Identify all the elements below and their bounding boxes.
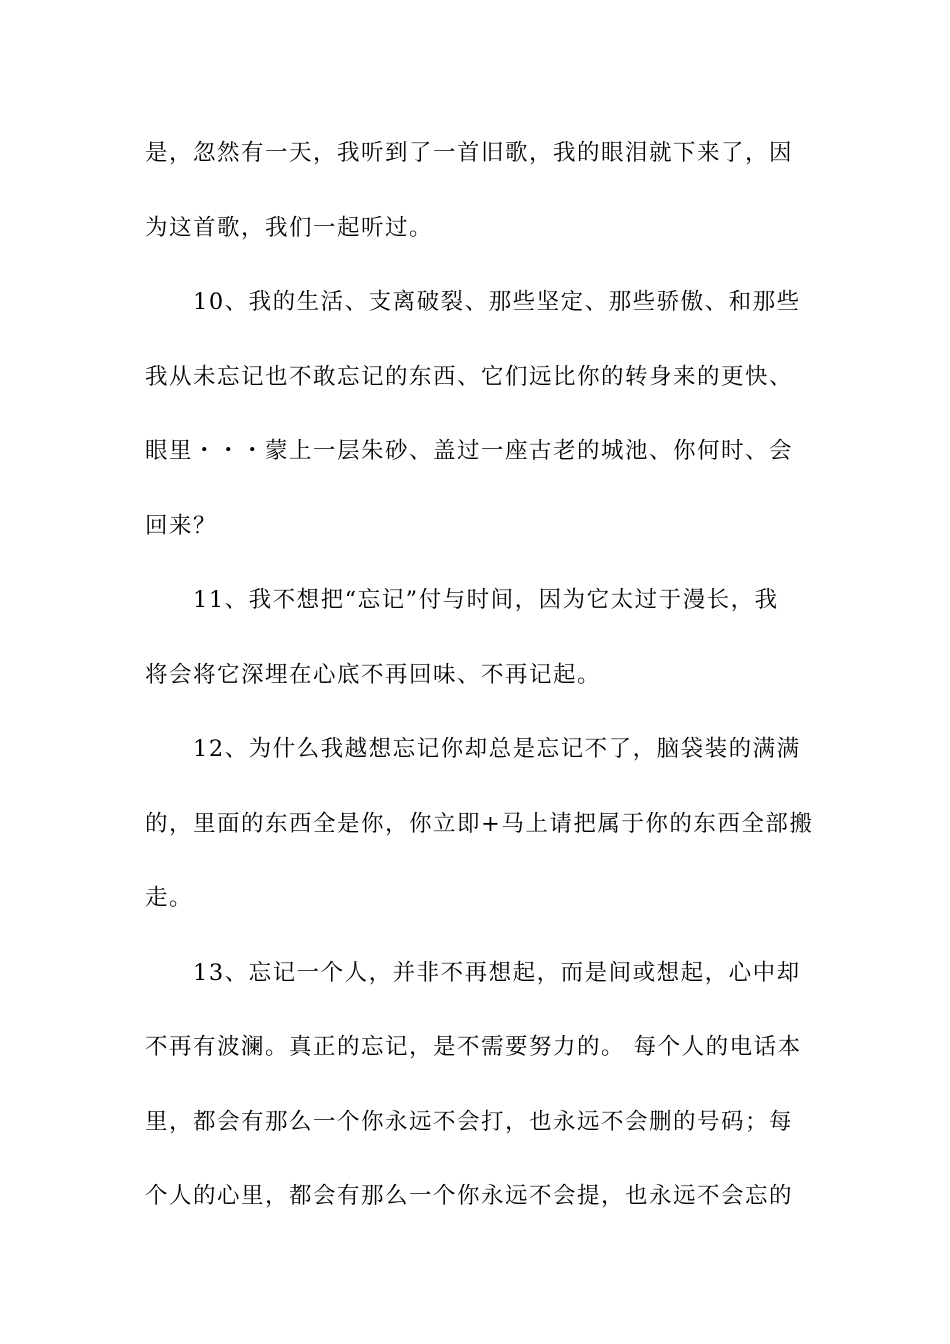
text-line: 为这首歌，我们一起听过。 (145, 214, 434, 241)
text-line: 不再有波澜。真正的忘记，是不需要努力的。 每个人的电话本 (145, 1034, 802, 1060)
text-line: 我从未忘记也不敢忘记的东西、它们远比你的转身来的更快、 (145, 363, 794, 390)
text-line: 个人的心里，都会有那么一个你永远不会提，也永远不会忘的 (145, 1183, 794, 1209)
text-line: 里，都会有那么一个你永远不会打，也永远不会删的号码；每 (145, 1108, 794, 1135)
paragraph-12-start: 12、为什么我越想忘记你却总是忘记不了，脑袋装的满满 (193, 736, 801, 762)
paragraph-13-start: 13、忘记一个人，并非不再想起，而是间或想起，心中却 (193, 959, 801, 986)
text-line: 是，忽然有一天，我听到了一首旧歌，我的眼泪就下来了，因 (145, 140, 794, 166)
document-body (145, 128, 814, 1246)
text-line: 回来？ (145, 512, 218, 539)
text-line: 将会将它深埋在心底不再回味、不再记起。 (145, 661, 602, 688)
text-line: 走。 (145, 885, 194, 911)
text-line: 眼里・・・蒙上一层朱砂、盖过一座古老的城池、你何时、会 (145, 438, 794, 464)
text-line: 的，里面的东西全是你，你立即+马上请把属于你的东西全部搬 (145, 810, 814, 837)
paragraph-11-start: 11、我不想把“忘记”付与时间，因为它太过于漫长，我 (193, 587, 779, 613)
paragraph-10-start: 10、我的生活、支离破裂、那些坚定、那些骄傲、和那些 (193, 289, 801, 315)
